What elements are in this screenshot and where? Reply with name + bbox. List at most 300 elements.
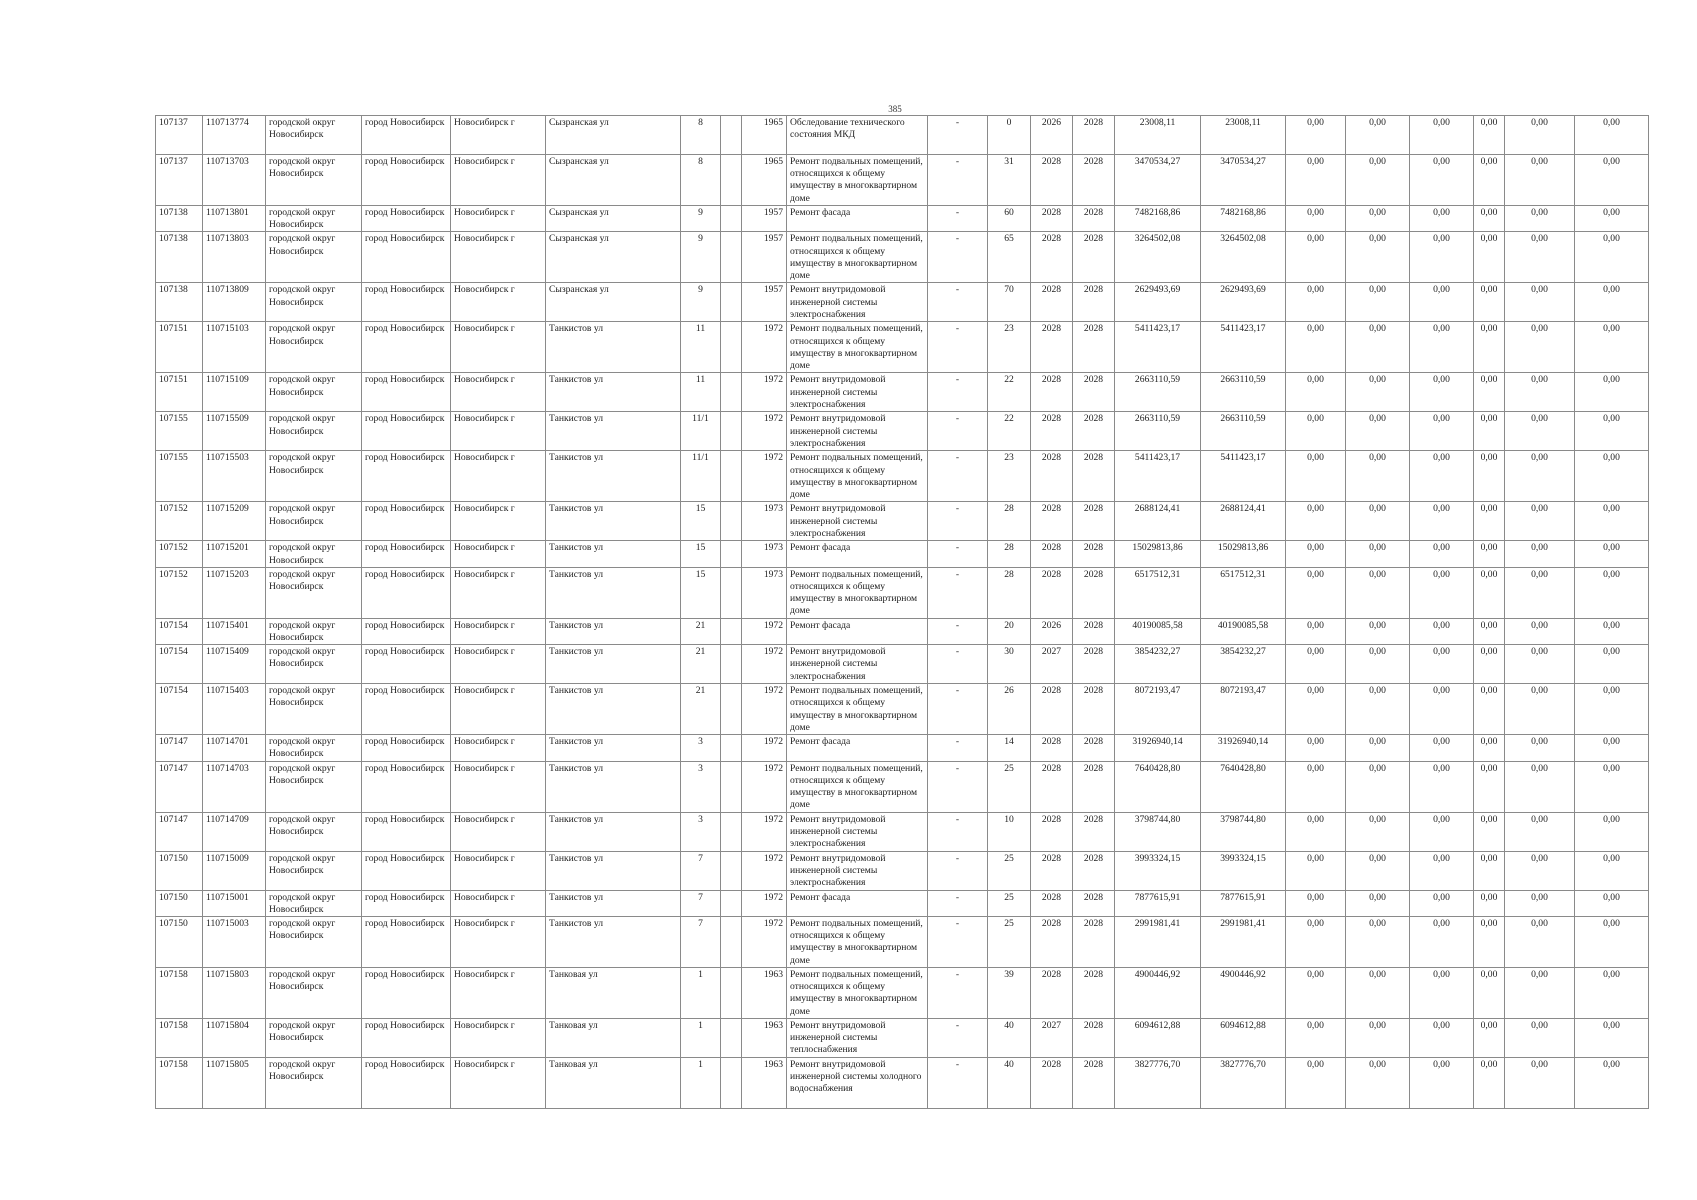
cell-locality: Новосибирск г — [451, 968, 546, 1019]
cell-value-6: 0,00 — [1575, 116, 1649, 155]
repair-register-table — [155, 115, 1649, 1109]
cell-value-4: 0,00 — [1474, 812, 1505, 851]
cell-house-number: 15 — [681, 502, 721, 541]
cell-value-2: 0,00 — [1346, 232, 1410, 283]
cell-year-from: 2028 — [1031, 735, 1073, 761]
cell-work-type: Ремонт фасада — [787, 618, 928, 644]
cell-value-3: 0,00 — [1410, 232, 1474, 283]
cell-building — [721, 684, 742, 735]
cell-house-id: 107147 — [156, 761, 203, 812]
cell-house-id: 107138 — [156, 283, 203, 322]
cell-locality: Новосибирск г — [451, 283, 546, 322]
cell-wear-percent: 65 — [988, 232, 1031, 283]
cell-locality: Новосибирск г — [451, 155, 546, 206]
cell-year-from: 2028 — [1031, 373, 1073, 412]
cell-value-6: 0,00 — [1575, 968, 1649, 1019]
cell-value-4: 0,00 — [1474, 968, 1505, 1019]
cell-element-code: 110715409 — [203, 645, 266, 684]
cell-street: Танкистов ул — [546, 541, 681, 567]
cell-year-from: 2028 — [1031, 502, 1073, 541]
table-row — [156, 373, 1649, 412]
cell-year-to: 2028 — [1073, 502, 1115, 541]
cell-locality: Новосибирск г — [451, 232, 546, 283]
cell-build-year: 1972 — [742, 618, 787, 644]
cell-district: городской округ Новосибирск — [266, 502, 362, 541]
cell-settlement: город Новосибирск — [362, 917, 451, 968]
cell-value-5: 0,00 — [1505, 684, 1575, 735]
cell-build-year: 1963 — [742, 1019, 787, 1058]
cell-wear-percent: 39 — [988, 968, 1031, 1019]
cell-element-code: 110715003 — [203, 917, 266, 968]
cell-work-type: Ремонт подвальных помещений, относящихся к общему имуществу в многоквартирном доме — [787, 232, 928, 283]
cell-street: Танкистов ул — [546, 684, 681, 735]
cell-work-type: Ремонт внутридомовой инженерной системы теплоснабжения — [787, 1019, 928, 1058]
cell-settlement: город Новосибирск — [362, 232, 451, 283]
cell-element-code: 110715109 — [203, 373, 266, 412]
cell-cost-total: 15029813,86 — [1115, 541, 1201, 567]
table-row — [156, 451, 1649, 502]
cell-value-5: 0,00 — [1505, 283, 1575, 322]
cell-value-3: 0,00 — [1410, 1058, 1474, 1109]
cell-settlement: город Новосибирск — [362, 618, 451, 644]
cell-dash: - — [928, 684, 988, 735]
cell-street: Сызранская ул — [546, 116, 681, 155]
cell-street: Танкистов ул — [546, 618, 681, 644]
cell-value-5: 0,00 — [1505, 322, 1575, 373]
cell-build-year: 1965 — [742, 155, 787, 206]
cell-dash: - — [928, 917, 988, 968]
cell-year-to: 2028 — [1073, 206, 1115, 232]
cell-value-1: 0,00 — [1286, 206, 1346, 232]
cell-year-to: 2028 — [1073, 851, 1115, 890]
cell-dash: - — [928, 232, 988, 283]
cell-house-id: 107147 — [156, 735, 203, 761]
cell-street: Танкистов ул — [546, 645, 681, 684]
cell-value-1: 0,00 — [1286, 851, 1346, 890]
cell-value-5: 0,00 — [1505, 155, 1575, 206]
cell-locality: Новосибирск г — [451, 1058, 546, 1109]
cell-work-type: Ремонт внутридомовой инженерной системы электроснабжения — [787, 412, 928, 451]
cell-settlement: город Новосибирск — [362, 206, 451, 232]
table-row — [156, 322, 1649, 373]
cell-year-from: 2028 — [1031, 155, 1073, 206]
cell-value-5: 0,00 — [1505, 451, 1575, 502]
cell-cost-fund: 3470534,27 — [1201, 155, 1286, 206]
cell-year-from: 2028 — [1031, 541, 1073, 567]
cell-year-to: 2028 — [1073, 1058, 1115, 1109]
cell-house-id: 107158 — [156, 968, 203, 1019]
cell-house-number: 7 — [681, 851, 721, 890]
cell-cost-fund: 2688124,41 — [1201, 502, 1286, 541]
table-row — [156, 206, 1649, 232]
cell-value-6: 0,00 — [1575, 373, 1649, 412]
cell-dash: - — [928, 283, 988, 322]
cell-house-number: 9 — [681, 283, 721, 322]
cell-value-3: 0,00 — [1410, 541, 1474, 567]
cell-cost-total: 7877615,91 — [1115, 890, 1201, 916]
cell-locality: Новосибирск г — [451, 890, 546, 916]
cell-value-1: 0,00 — [1286, 761, 1346, 812]
cell-house-id: 107158 — [156, 1019, 203, 1058]
cell-cost-total: 3993324,15 — [1115, 851, 1201, 890]
cell-district: городской округ Новосибирск — [266, 1019, 362, 1058]
cell-locality: Новосибирск г — [451, 451, 546, 502]
cell-house-id: 107154 — [156, 618, 203, 644]
cell-cost-total: 3854232,27 — [1115, 645, 1201, 684]
cell-cost-total: 3798744,80 — [1115, 812, 1201, 851]
cell-value-4: 0,00 — [1474, 917, 1505, 968]
cell-wear-percent: 25 — [988, 761, 1031, 812]
cell-value-3: 0,00 — [1410, 502, 1474, 541]
cell-value-2: 0,00 — [1346, 890, 1410, 916]
cell-house-id: 107150 — [156, 917, 203, 968]
cell-district: городской округ Новосибирск — [266, 451, 362, 502]
cell-value-3: 0,00 — [1410, 116, 1474, 155]
cell-value-2: 0,00 — [1346, 541, 1410, 567]
cell-value-3: 0,00 — [1410, 155, 1474, 206]
cell-value-5: 0,00 — [1505, 567, 1575, 618]
table-row — [156, 890, 1649, 916]
cell-settlement: город Новосибирск — [362, 155, 451, 206]
cell-district: городской округ Новосибирск — [266, 968, 362, 1019]
cell-value-5: 0,00 — [1505, 412, 1575, 451]
cell-street: Танкистов ул — [546, 890, 681, 916]
cell-value-2: 0,00 — [1346, 917, 1410, 968]
cell-locality: Новосибирск г — [451, 541, 546, 567]
cell-dash: - — [928, 618, 988, 644]
cell-district: городской округ Новосибирск — [266, 541, 362, 567]
cell-value-2: 0,00 — [1346, 283, 1410, 322]
cell-street: Танкистов ул — [546, 851, 681, 890]
cell-street: Танкистов ул — [546, 735, 681, 761]
cell-building — [721, 890, 742, 916]
table-row — [156, 155, 1649, 206]
cell-value-5: 0,00 — [1505, 232, 1575, 283]
cell-locality: Новосибирск г — [451, 645, 546, 684]
cell-value-4: 0,00 — [1474, 451, 1505, 502]
cell-value-4: 0,00 — [1474, 618, 1505, 644]
cell-building — [721, 1058, 742, 1109]
cell-value-6: 0,00 — [1575, 283, 1649, 322]
cell-settlement: город Новосибирск — [362, 851, 451, 890]
cell-build-year: 1972 — [742, 645, 787, 684]
cell-settlement: город Новосибирск — [362, 812, 451, 851]
cell-house-number: 11 — [681, 322, 721, 373]
table-row — [156, 1019, 1649, 1058]
cell-year-to: 2028 — [1073, 968, 1115, 1019]
cell-element-code: 110713774 — [203, 116, 266, 155]
cell-street: Сызранская ул — [546, 155, 681, 206]
cell-year-to: 2028 — [1073, 684, 1115, 735]
cell-cost-fund: 3264502,08 — [1201, 232, 1286, 283]
cell-building — [721, 206, 742, 232]
cell-settlement: город Новосибирск — [362, 567, 451, 618]
cell-value-5: 0,00 — [1505, 1058, 1575, 1109]
table-row — [156, 851, 1649, 890]
cell-value-4: 0,00 — [1474, 1019, 1505, 1058]
cell-building — [721, 116, 742, 155]
cell-value-6: 0,00 — [1575, 890, 1649, 916]
cell-district: городской округ Новосибирск — [266, 761, 362, 812]
cell-work-type: Ремонт фасада — [787, 541, 928, 567]
cell-year-to: 2028 — [1073, 618, 1115, 644]
cell-cost-fund: 2991981,41 — [1201, 917, 1286, 968]
cell-house-number: 21 — [681, 645, 721, 684]
cell-build-year: 1972 — [742, 917, 787, 968]
cell-cost-total: 40190085,58 — [1115, 618, 1201, 644]
cell-settlement: город Новосибирск — [362, 283, 451, 322]
cell-cost-total: 31926940,14 — [1115, 735, 1201, 761]
cell-locality: Новосибирск г — [451, 373, 546, 412]
cell-value-4: 0,00 — [1474, 567, 1505, 618]
cell-value-3: 0,00 — [1410, 373, 1474, 412]
cell-district: городской округ Новосибирск — [266, 116, 362, 155]
cell-value-4: 0,00 — [1474, 1058, 1505, 1109]
cell-district: городской округ Новосибирск — [266, 232, 362, 283]
cell-district: городской округ Новосибирск — [266, 735, 362, 761]
cell-value-6: 0,00 — [1575, 645, 1649, 684]
cell-district: городской округ Новосибирск — [266, 812, 362, 851]
cell-value-2: 0,00 — [1346, 968, 1410, 1019]
cell-work-type: Ремонт подвальных помещений, относящихся к общему имуществу в многоквартирном доме — [787, 155, 928, 206]
cell-year-from: 2028 — [1031, 412, 1073, 451]
cell-element-code: 110715804 — [203, 1019, 266, 1058]
cell-value-4: 0,00 — [1474, 890, 1505, 916]
cell-element-code: 110714703 — [203, 761, 266, 812]
cell-value-3: 0,00 — [1410, 851, 1474, 890]
cell-year-to: 2028 — [1073, 412, 1115, 451]
cell-value-6: 0,00 — [1575, 155, 1649, 206]
cell-wear-percent: 40 — [988, 1019, 1031, 1058]
cell-value-3: 0,00 — [1410, 283, 1474, 322]
cell-value-3: 0,00 — [1410, 451, 1474, 502]
cell-cost-total: 6094612,88 — [1115, 1019, 1201, 1058]
cell-value-4: 0,00 — [1474, 155, 1505, 206]
cell-value-3: 0,00 — [1410, 1019, 1474, 1058]
cell-locality: Новосибирск г — [451, 735, 546, 761]
cell-house-number: 8 — [681, 116, 721, 155]
cell-value-3: 0,00 — [1410, 735, 1474, 761]
cell-element-code: 110713801 — [203, 206, 266, 232]
cell-value-5: 0,00 — [1505, 917, 1575, 968]
cell-building — [721, 502, 742, 541]
cell-house-number: 1 — [681, 1019, 721, 1058]
cell-locality: Новосибирск г — [451, 618, 546, 644]
cell-year-from: 2028 — [1031, 567, 1073, 618]
cell-wear-percent: 30 — [988, 645, 1031, 684]
cell-work-type: Ремонт подвальных помещений, относящихся к общему имуществу в многоквартирном доме — [787, 567, 928, 618]
cell-district: городской округ Новосибирск — [266, 1058, 362, 1109]
cell-value-2: 0,00 — [1346, 373, 1410, 412]
cell-year-from: 2027 — [1031, 1019, 1073, 1058]
cell-value-5: 0,00 — [1505, 541, 1575, 567]
table-row — [156, 684, 1649, 735]
cell-value-2: 0,00 — [1346, 645, 1410, 684]
cell-element-code: 110715401 — [203, 618, 266, 644]
cell-work-type: Ремонт подвальных помещений, относящихся к общему имуществу в многоквартирном доме — [787, 761, 928, 812]
cell-cost-total: 2629493,69 — [1115, 283, 1201, 322]
cell-cost-fund: 6094612,88 — [1201, 1019, 1286, 1058]
cell-house-number: 15 — [681, 567, 721, 618]
cell-year-to: 2028 — [1073, 735, 1115, 761]
page-number: 385 — [888, 104, 902, 114]
cell-street: Танкистов ул — [546, 412, 681, 451]
cell-value-1: 0,00 — [1286, 684, 1346, 735]
cell-build-year: 1972 — [742, 890, 787, 916]
cell-house-number: 9 — [681, 206, 721, 232]
cell-dash: - — [928, 761, 988, 812]
cell-value-1: 0,00 — [1286, 645, 1346, 684]
cell-house-id: 107151 — [156, 373, 203, 412]
cell-value-3: 0,00 — [1410, 684, 1474, 735]
cell-year-from: 2028 — [1031, 206, 1073, 232]
table-row — [156, 1058, 1649, 1109]
cell-dash: - — [928, 1058, 988, 1109]
cell-value-6: 0,00 — [1575, 618, 1649, 644]
cell-locality: Новосибирск г — [451, 116, 546, 155]
cell-year-to: 2028 — [1073, 322, 1115, 373]
cell-element-code: 110714701 — [203, 735, 266, 761]
cell-value-4: 0,00 — [1474, 541, 1505, 567]
table-row — [156, 541, 1649, 567]
cell-house-id: 107138 — [156, 232, 203, 283]
cell-year-to: 2028 — [1073, 890, 1115, 916]
cell-value-2: 0,00 — [1346, 322, 1410, 373]
cell-value-4: 0,00 — [1474, 373, 1505, 412]
cell-building — [721, 541, 742, 567]
cell-house-id: 107155 — [156, 451, 203, 502]
cell-building — [721, 567, 742, 618]
cell-value-6: 0,00 — [1575, 917, 1649, 968]
cell-locality: Новосибирск г — [451, 684, 546, 735]
cell-wear-percent: 70 — [988, 283, 1031, 322]
cell-wear-percent: 14 — [988, 735, 1031, 761]
cell-cost-total: 5411423,17 — [1115, 322, 1201, 373]
cell-house-id: 107155 — [156, 412, 203, 451]
table-row — [156, 618, 1649, 644]
cell-settlement: город Новосибирск — [362, 1019, 451, 1058]
cell-element-code: 110715201 — [203, 541, 266, 567]
cell-value-3: 0,00 — [1410, 890, 1474, 916]
cell-cost-fund: 23008,11 — [1201, 116, 1286, 155]
cell-value-3: 0,00 — [1410, 917, 1474, 968]
cell-build-year: 1957 — [742, 232, 787, 283]
cell-year-to: 2028 — [1073, 232, 1115, 283]
cell-value-6: 0,00 — [1575, 232, 1649, 283]
cell-value-3: 0,00 — [1410, 412, 1474, 451]
cell-value-1: 0,00 — [1286, 890, 1346, 916]
cell-value-3: 0,00 — [1410, 567, 1474, 618]
cell-house-id: 107158 — [156, 1058, 203, 1109]
cell-locality: Новосибирск г — [451, 812, 546, 851]
cell-house-number: 21 — [681, 684, 721, 735]
cell-year-from: 2027 — [1031, 645, 1073, 684]
cell-settlement: город Новосибирск — [362, 684, 451, 735]
cell-wear-percent: 31 — [988, 155, 1031, 206]
cell-dash: - — [928, 373, 988, 412]
cell-settlement: город Новосибирск — [362, 502, 451, 541]
cell-dash: - — [928, 968, 988, 1019]
cell-element-code: 110713809 — [203, 283, 266, 322]
cell-house-id: 107138 — [156, 206, 203, 232]
cell-year-from: 2028 — [1031, 890, 1073, 916]
cell-work-type: Ремонт фасада — [787, 735, 928, 761]
cell-value-5: 0,00 — [1505, 812, 1575, 851]
cell-value-2: 0,00 — [1346, 451, 1410, 502]
cell-value-1: 0,00 — [1286, 155, 1346, 206]
cell-wear-percent: 28 — [988, 541, 1031, 567]
cell-street: Сызранская ул — [546, 283, 681, 322]
cell-cost-fund: 4900446,92 — [1201, 968, 1286, 1019]
cell-value-4: 0,00 — [1474, 735, 1505, 761]
cell-build-year: 1973 — [742, 502, 787, 541]
cell-value-6: 0,00 — [1575, 412, 1649, 451]
cell-settlement: город Новосибирск — [362, 451, 451, 502]
cell-dash: - — [928, 502, 988, 541]
cell-value-3: 0,00 — [1410, 322, 1474, 373]
cell-value-2: 0,00 — [1346, 206, 1410, 232]
cell-year-from: 2026 — [1031, 116, 1073, 155]
cell-year-from: 2028 — [1031, 1058, 1073, 1109]
cell-element-code: 110715803 — [203, 968, 266, 1019]
cell-dash: - — [928, 412, 988, 451]
cell-build-year: 1963 — [742, 1058, 787, 1109]
cell-value-6: 0,00 — [1575, 851, 1649, 890]
cell-value-2: 0,00 — [1346, 851, 1410, 890]
cell-cost-fund: 3827776,70 — [1201, 1058, 1286, 1109]
cell-cost-total: 3264502,08 — [1115, 232, 1201, 283]
cell-value-2: 0,00 — [1346, 567, 1410, 618]
cell-wear-percent: 23 — [988, 451, 1031, 502]
cell-value-6: 0,00 — [1575, 541, 1649, 567]
cell-house-number: 15 — [681, 541, 721, 567]
table-row — [156, 502, 1649, 541]
cell-district: городской округ Новосибирск — [266, 322, 362, 373]
cell-house-number: 21 — [681, 618, 721, 644]
cell-wear-percent: 22 — [988, 412, 1031, 451]
cell-value-5: 0,00 — [1505, 618, 1575, 644]
cell-value-2: 0,00 — [1346, 735, 1410, 761]
cell-value-5: 0,00 — [1505, 645, 1575, 684]
cell-value-2: 0,00 — [1346, 412, 1410, 451]
cell-year-from: 2028 — [1031, 851, 1073, 890]
cell-value-1: 0,00 — [1286, 812, 1346, 851]
table-row — [156, 412, 1649, 451]
cell-value-5: 0,00 — [1505, 1019, 1575, 1058]
cell-cost-total: 8072193,47 — [1115, 684, 1201, 735]
cell-value-5: 0,00 — [1505, 890, 1575, 916]
cell-district: городской округ Новосибирск — [266, 412, 362, 451]
cell-year-from: 2028 — [1031, 232, 1073, 283]
cell-build-year: 1972 — [742, 451, 787, 502]
cell-locality: Новосибирск г — [451, 1019, 546, 1058]
cell-cost-fund: 2663110,59 — [1201, 412, 1286, 451]
cell-element-code: 110715009 — [203, 851, 266, 890]
cell-wear-percent: 28 — [988, 502, 1031, 541]
cell-value-1: 0,00 — [1286, 541, 1346, 567]
cell-build-year: 1972 — [742, 851, 787, 890]
cell-locality: Новосибирск г — [451, 412, 546, 451]
cell-house-id: 107137 — [156, 116, 203, 155]
cell-value-6: 0,00 — [1575, 1019, 1649, 1058]
cell-year-from: 2028 — [1031, 917, 1073, 968]
cell-dash: - — [928, 322, 988, 373]
cell-build-year: 1957 — [742, 283, 787, 322]
table-row — [156, 567, 1649, 618]
cell-building — [721, 645, 742, 684]
cell-house-id: 107152 — [156, 502, 203, 541]
cell-element-code: 110715805 — [203, 1058, 266, 1109]
